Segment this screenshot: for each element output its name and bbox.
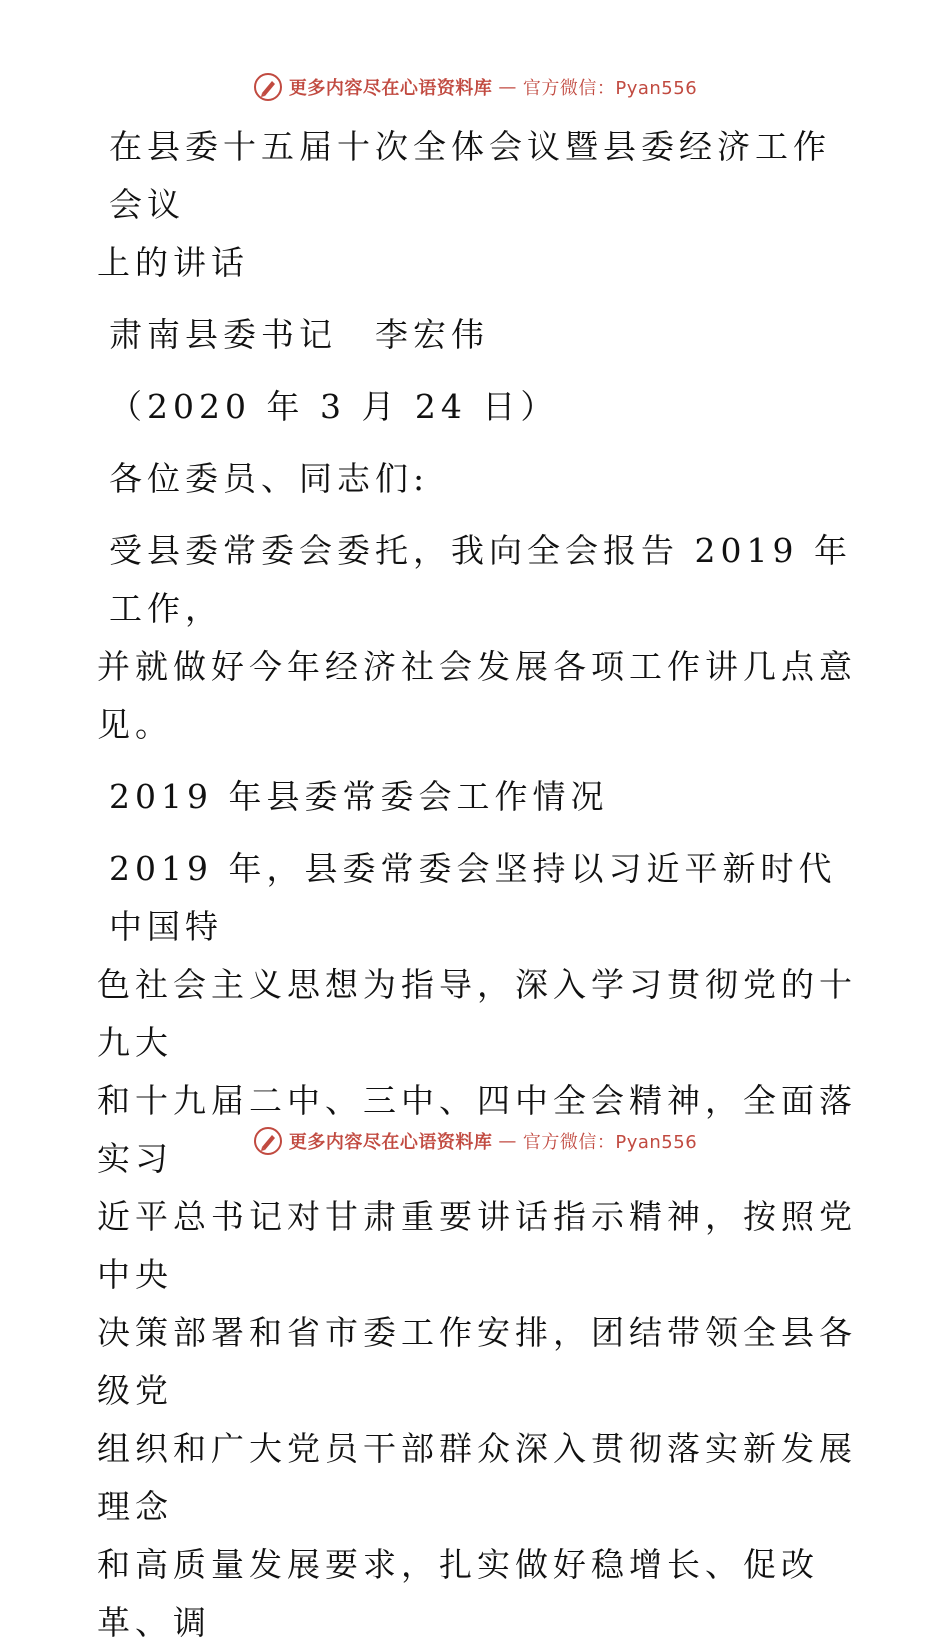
watermark-suffix-text: 官方微信：Pyan556: [522, 78, 698, 99]
watermark-separator: —: [498, 1130, 517, 1152]
doc-date: （2020 年 3 月 24 日）: [109, 387, 559, 426]
header-watermark: [0, 72, 950, 102]
watermark-main-text: 更多内容尽在心语资料库: [288, 1132, 493, 1153]
doc-intro-line-1: 受县委常委会委托，我向全会报告 2019 年工作，: [109, 531, 852, 628]
pen-logo-icon: [253, 72, 283, 102]
body-line: 2019 年，县委常委会坚持以习近平新时代中国特: [109, 849, 837, 946]
watermark-suffix-text: 官方微信：Pyan556: [522, 1132, 698, 1153]
body-line: 色社会主义思想为指导，深入学习贯彻党的十九大: [97, 965, 857, 1062]
body-line: 组织和广大党员干部群众深入贯彻落实新发展理念: [97, 1429, 857, 1526]
watermark-separator: —: [498, 76, 517, 98]
body-line: 决策部署和省市委工作安排，团结带领全县各级党: [97, 1313, 857, 1410]
footer-watermark: [0, 1126, 950, 1156]
doc-salutation: 各位委员、同志们:: [109, 459, 430, 498]
doc-title-line-1: 在县委十五届十次全体会议暨县委经济工作会议: [109, 127, 831, 224]
body-line: 和高质量发展要求，扎实做好稳增长、促改革、调: [97, 1545, 819, 1642]
pen-logo-icon: [253, 1126, 283, 1156]
doc-intro-line-2: 并就做好今年经济社会发展各项工作讲几点意见。: [97, 647, 857, 744]
watermark-main-text: 更多内容尽在心语资料库: [288, 78, 493, 99]
document-body: [97, 118, 857, 1652]
section-heading: 2019 年县委常委会工作情况: [109, 777, 609, 816]
doc-author: 肃南县委书记 李宏伟: [109, 315, 489, 354]
body-line: 近平总书记对甘肃重要讲话指示精神，按照党中央: [97, 1197, 857, 1294]
body-line: 和十九届二中、三中、四中全会精神，全面落实习: [97, 1081, 857, 1178]
doc-title-line-2: 上的讲话: [97, 243, 249, 282]
